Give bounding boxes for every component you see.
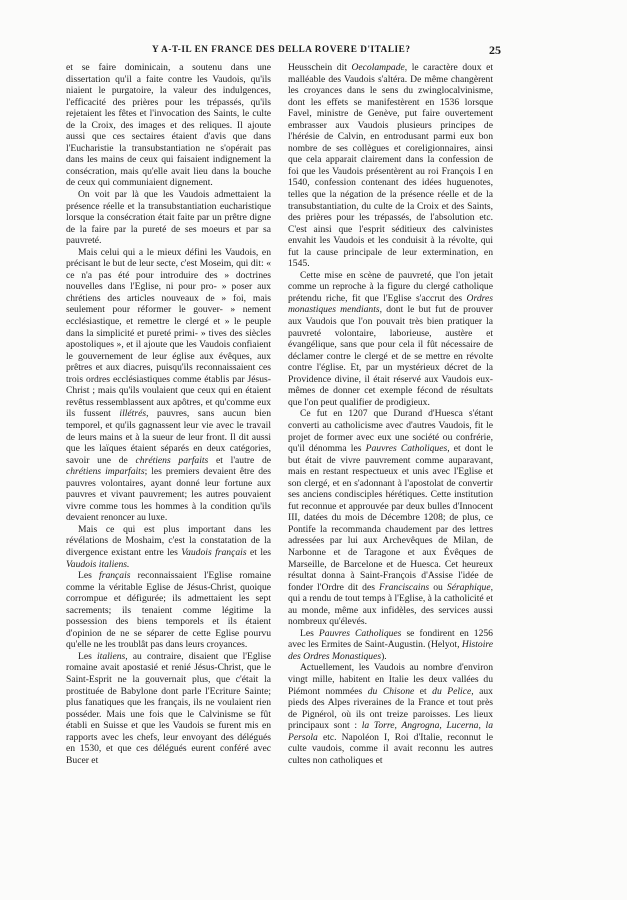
italic-text: Pauvres Catholiques <box>365 443 448 455</box>
italic-text: chrétiens imparfaits <box>66 466 145 478</box>
paragraph <box>66 62 271 189</box>
text-run: Heusschein dit <box>288 62 352 73</box>
text-run: , pauvres, sans aucun bien temporel, et qu'ils gagnassent leur vie avec le travail de leurs mains et à la sueur de leur front. Il dit aussi que les laïques étaient séparés en deux catégories, savoir une de <box>66 408 271 466</box>
italic-text: Histoire des Ordres Monastiques <box>288 639 493 662</box>
paragraph <box>288 270 493 409</box>
italic-text: Vaudois français <box>181 546 247 558</box>
running-title: Y A-T-IL EN FRANCE DES DELLA ROVERE D'ITALIE? <box>152 44 411 54</box>
text-run: et les <box>246 546 271 558</box>
italic-text: Vaudois italiens. <box>66 558 130 570</box>
text-run: ou <box>429 581 447 593</box>
paragraph <box>66 524 271 570</box>
text-run: et l'autre de <box>208 454 271 466</box>
text-run: ). <box>381 650 387 662</box>
paragraph <box>288 408 493 627</box>
paragraph <box>66 189 271 247</box>
text-run: ; les premiers devaient être des pauvres volontaires, ayant donné leur fortune aux pauvres et vivant pauvrement; les autres pouvaient vivre comme tous les hommes à la condition qu'ils devaient renoncer au luxe. <box>66 466 271 524</box>
text-run: reconnaissaient l'Eglise romaine comme la véritable Eglise de Jésus-Christ, quoique corrompue et défigurée; ils admettaient les sept sacrements; ils tenaient comme légitime la possession des biens temporels et ils étaient d'opinion de ne se séparer de cette Eglise pourvu qu'elle ne les troublât pas dans leurs croyances. <box>66 570 271 651</box>
right-column <box>288 62 493 766</box>
text-run: Cette mise en scène de pauvreté, que l'on jetait comme un reproche à la figure du clergé catholique prétendu riche, fit que l'Eglise s'accrut des <box>288 269 493 304</box>
italic-text: du Chisone <box>367 685 415 697</box>
italic-text: Pauvres Catholiques <box>318 627 402 639</box>
left-column <box>66 62 271 766</box>
text-run: dont le but fut de prouver aux Vaudois que l'on pouvait très bien pratiquer la pauvreté volontaire, laborieuse, austère et évangélique, sans que pour cela il fût nécessaire de déclamer contre le clergé et de se mettre en révolte contre l'église. Et, par un mystérieux décret de la Providence divine, il était réservé aux Vaudois eux-mêmes de donner cet exemple fécond de résultats que l'on peut qualifier de prodigieux. <box>288 304 493 408</box>
italic-text: illétrés <box>119 408 147 420</box>
page-number: 25 <box>489 43 501 57</box>
text-run: Les <box>300 627 319 639</box>
italic-text: français <box>99 570 131 582</box>
text-run: , le caractère doux et malléable des Vaudois s'altéra. De même changèrent les croyances dans le sens du zwinglocalvinisme, dont les effets se manifestèrent en 1536 lorsque Favel, ministre de Genève, put faire ouvertement embrasser aux Vaudois plusieurs principes de l'hérésie de Calvin, en entrodusant parmi eux bon nombre de ses collègues et coreligionnaires, ainsi que cela apparait clairement dans la confession de foi que les Vaudois présentèrent au roi François I en 1540, confession contenant des idées huguenotes, telles que la négation de la présence réelle et de la transubstantiation, du culte de la Croix et des Saints, des prières pour les trépassés, de l'absolution etc. C'est ainsi que l'esprit séditieux des calvinistes envahit les Vaudois et les conduisit à la révolte, qui fut la cause principale de leur extermination, en 1545. <box>288 62 493 270</box>
text-run: Mais ce qui est plus important dans les révélations de Moshaim, c'est la constatation de la divergence existant entre les <box>66 523 271 558</box>
paragraph <box>288 62 493 270</box>
paragraph <box>66 247 271 524</box>
text-run: On voit par là que les Vaudois admettaient la présence réelle et la transubstantiation eucharistique lorsque la consécration était faite par un prêtre digne de la faire par la pureté de ses moeurs et par sa pauvreté. <box>66 189 271 247</box>
italic-text: Ordres monastiques mendiants, <box>288 292 493 316</box>
paragraph <box>66 651 271 766</box>
text-run: et <box>414 685 433 697</box>
paragraph <box>66 570 271 651</box>
italic-text: du Pelice <box>432 685 472 697</box>
text-run: Mais celui qui a le mieux défini les Vaudois, en précisant le but de leur secte, c'est Moseim, qui dit: « ce n'a pas été pour introduire des » doctrines nouvelles dans l'Eglise, ni pour pro- » poser aux chrétiens des articles nouveaux de » foi, mais seulement pour réformer le gouver- » nement ecclésiastique, et remettre le clergé et » le peuple dans la simplicité et pureté primi- » tives des siècles apostoliques », et il ajoute que les Vaudois confiaient le gouvernement de leur église aux évêques, aux prêtres et aux diacres, puisqu'ils reconnaissaient ces trois ordres ecclésiastiques comme établis par Jésus-Christ ; mais qu'ils voulaient que ceux qui en étaient revêtus ressemblassent aux apôtres, et qu'comme eux ils fussent <box>66 246 271 420</box>
text-run: au contraire, disaient que l'Eglise romaine avait apostasié et renié Jésus-Christ, que le Saint-Esprit ne la gouvernait plus, que c'était la prostituée de Babylone dont parle l'Ecriture Sainte; plus fanatiques que les français, ils ne voulaient rien posséder. Mais une fois que le Calvinisme se fût établi en Suisse et que les Vaudois se furent mis en rapports avec les chefs, leur envoyant des délégués en 1530, et que ces délégués eurent conféré avec Bucer et <box>66 650 271 766</box>
italic-text: Franciscains <box>379 581 430 593</box>
italic-text: Séraphique <box>446 581 491 593</box>
text-run: etc. Napoléon I, Roi d'Italie, reconnut le culte vaudois, comme il avait reconnu les autres cultes non catholiques et <box>288 731 493 766</box>
text-run: Les <box>78 570 100 582</box>
text-run: , qui a rendu de tout temps à l'Eglise, à la catholicité et au monde, même aux infidèles, des services aussi nombreux qu'élevés. <box>288 581 493 628</box>
italic-text: la Torre, Angrogna, Lucerna, la Persola <box>288 720 493 743</box>
text-run: Actuellement, les Vaudois au nombre d'environ vingt mille, habitent en Italie les deux vallées du Piémont nommées <box>288 662 493 697</box>
text-run: Ce fut en 1207 que Durand d'Huesca s'étant converti au catholicisme avec d'autres Vaudois, fit le projet de former avec eux une société ou confrérie, qu'il dénomma les <box>288 408 493 455</box>
italic-text: chrétiens parfaits <box>135 454 209 466</box>
running-header <box>66 44 501 58</box>
italic-text: Oecolampade <box>351 62 405 73</box>
text-run: Les <box>78 650 97 662</box>
italic-text: italiens, <box>97 650 128 662</box>
text-run: se fondirent en 1256 avec les Ermites de Saint-Augustin. (Helyot, <box>288 627 493 651</box>
text-run: et se faire dominicain, a soutenu dans une dissertation qu'il a faite contre les Vaudois, qu'ils niaient le purgatoire, la valeur des indulgences, l'efficacité des prières pour les trépassés, qu'ils rejetaient les fêtes et l'invocation des Saints, le culte de la Croix, des images et des reliques. Il ajoute aussi que ces sectaires étaient d'avis que dans l'Eucharistie la transubstantiation ne s'opérait pas dans les mains de ceux qui faisaient indignement la consécration, mais qu'elle avait lieu dans la bouche de ceux qui communiaient dignement. <box>66 62 271 189</box>
text-run: , et dont le but était de vivre pauvrement comme auparavant, mais en restant respectueux et unis avec l'Eglise et son clergé, et en s'adonnant à l'apostolat de convertir ses anciens condisciples hérétiques. Cette institution fut reconnue et approuvée par deux bulles d'Innocent III, datées du mois de Décembre 1208; de plus, ce Pontife la recommanda chaudement par des lettres adressées par lui aux Archevêques de Milan, de Narbonne et de Taragone et aux Évêques de Marseille, de Barcelone et de Huesca. Cet heureux résultat donna à Saint-François d'Assise l'idée de fonder l'Ordre dit des <box>288 443 493 593</box>
paragraph <box>288 628 493 663</box>
text-run: , aux pieds des Alpes riveraines de la France et tout près de Pignérol, où ils ont treize paroisses. Les lieux principaux sont : <box>288 685 493 732</box>
paragraph <box>288 662 493 766</box>
